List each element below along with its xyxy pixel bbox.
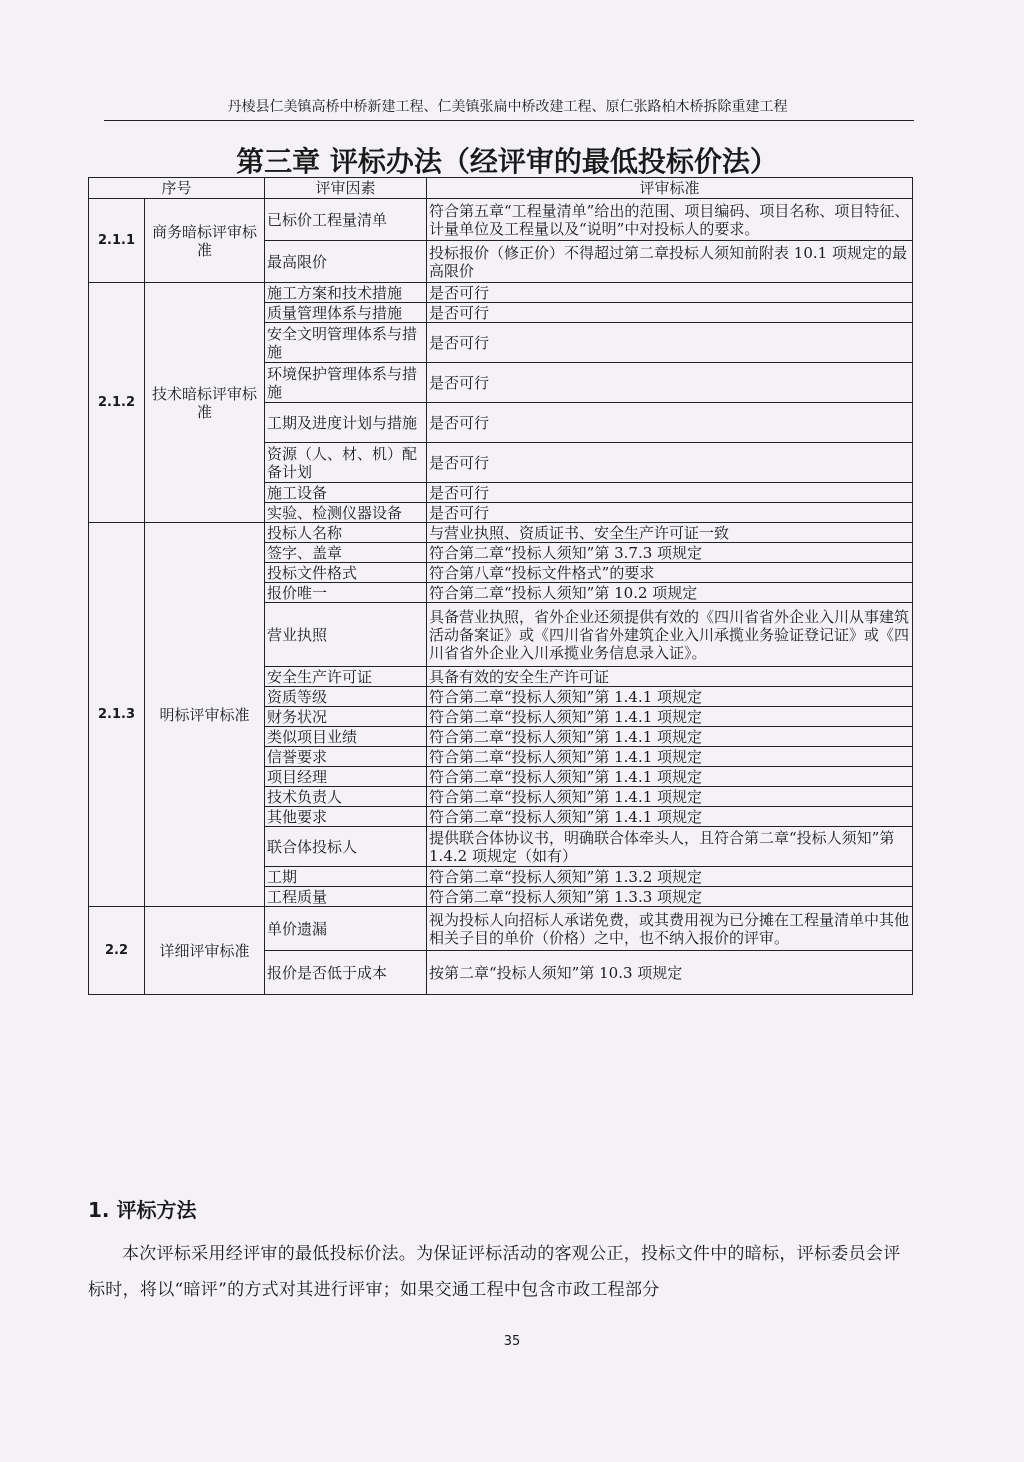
- factor-cell: 工期及进度计划与措施: [265, 403, 427, 443]
- standard-cell: 是否可行: [427, 323, 913, 363]
- factor-cell: 投标文件格式: [265, 563, 427, 583]
- page-header: 丹棱县仁美镇高桥中桥新建工程、仁美镇张扁中桥改建工程、原仁张路柏木桥拆除重建工程: [227, 99, 788, 115]
- factor-cell: 单价遗漏: [265, 907, 427, 951]
- standard-cell: 符合第二章“投标人须知”第 1.4.1 项规定: [427, 727, 913, 747]
- factor-cell: 资质等级: [265, 687, 427, 707]
- standard-cell: 符合第二章“投标人须知”第 10.2 项规定: [427, 583, 913, 603]
- standard-cell: 符合第二章“投标人须知”第 1.4.1 项规定: [427, 807, 913, 827]
- group-category: 商务暗标评审标准: [145, 199, 265, 283]
- factor-cell: 信誉要求: [265, 747, 427, 767]
- group-number: 2.1.2: [89, 283, 145, 523]
- standard-cell: 具备有效的安全生产许可证: [427, 667, 913, 687]
- standard-cell: 是否可行: [427, 363, 913, 403]
- section-title: 1. 评标方法: [88, 1198, 197, 1222]
- group-category: 技术暗标评审标准: [145, 283, 265, 523]
- table-row: [89, 907, 913, 951]
- factor-cell: 环境保护管理体系与措施: [265, 363, 427, 403]
- col-header-seq: 序号: [89, 178, 265, 199]
- table-header-row: [89, 178, 913, 199]
- factor-cell: 项目经理: [265, 767, 427, 787]
- standard-cell: 是否可行: [427, 483, 913, 503]
- criteria-table: [88, 177, 913, 995]
- table-row: [89, 523, 913, 543]
- standard-cell: 是否可行: [427, 283, 913, 303]
- standard-cell: 符合第二章“投标人须知”第 1.4.1 项规定: [427, 767, 913, 787]
- factor-cell: 其他要求: [265, 807, 427, 827]
- body-paragraph: 本次评标采用经评审的最低投标价法。为保证评标活动的客观公正，投标文件中的暗标，评标委员会评标时，将以“暗评”的方式对其进行评审；如果交通工程中包含市政工程部分: [88, 1244, 901, 1300]
- page-number: 35: [503, 1334, 521, 1349]
- group-number: 2.1.1: [89, 199, 145, 283]
- standard-cell: 符合第二章“投标人须知”第 1.4.1 项规定: [427, 787, 913, 807]
- factor-cell: 报价唯一: [265, 583, 427, 603]
- factor-cell: 财务状况: [265, 707, 427, 727]
- standard-cell: 符合第二章“投标人须知”第 1.4.1 项规定: [427, 687, 913, 707]
- group-category: 明标评审标准: [145, 523, 265, 907]
- standard-cell: 符合第五章“工程量清单”给出的范围、项目编码、项目名称、项目特征、计量单位及工程量以及“说明”中对投标人的要求。: [427, 199, 913, 241]
- factor-cell: 工程质量: [265, 887, 427, 907]
- standard-cell: 按第二章“投标人须知”第 10.3 项规定: [427, 951, 913, 995]
- table-row: [89, 199, 913, 241]
- standard-cell: 符合第二章“投标人须知”第 1.4.1 项规定: [427, 707, 913, 727]
- factor-cell: 最高限价: [265, 241, 427, 283]
- standard-cell: 是否可行: [427, 403, 913, 443]
- standard-cell: 是否可行: [427, 443, 913, 483]
- factor-cell: 施工方案和技术措施: [265, 283, 427, 303]
- standard-cell: 符合第二章“投标人须知”第 1.3.2 项规定: [427, 867, 913, 887]
- standard-cell: 投标报价（修正价）不得超过第二章投标人须知前附表 10.1 项规定的最高限价: [427, 241, 913, 283]
- group-category: 详细评审标准: [145, 907, 265, 995]
- factor-cell: 报价是否低于成本: [265, 951, 427, 995]
- standard-cell: 具备营业执照，省外企业还须提供有效的《四川省省外企业入川从事建筑活动备案证》或《四川省省外建筑企业入川承揽业务验证登记证》或《四川省省外企业入川承揽业务信息录入证》。: [427, 603, 913, 667]
- factor-cell: 安全文明管理体系与措施: [265, 323, 427, 363]
- table-row: [89, 283, 913, 303]
- group-number: 2.1.3: [89, 523, 145, 907]
- factor-cell: 已标价工程量清单: [265, 199, 427, 241]
- factor-cell: 工期: [265, 867, 427, 887]
- factor-cell: 类似项目业绩: [265, 727, 427, 747]
- factor-cell: 资源（人、材、机）配备计划: [265, 443, 427, 483]
- factor-cell: 质量管理体系与措施: [265, 303, 427, 323]
- col-header-standard: 评审标准: [427, 178, 913, 199]
- standard-cell: 视为投标人向招标人承诺免费，或其费用视为已分摊在工程量清单中其他相关子目的单价（价格）之中，也不纳入报价的评审。: [427, 907, 913, 951]
- standard-cell: 符合第二章“投标人须知”第 1.3.3 项规定: [427, 887, 913, 907]
- factor-cell: 施工设备: [265, 483, 427, 503]
- col-header-factor: 评审因素: [265, 178, 427, 199]
- factor-cell: 营业执照: [265, 603, 427, 667]
- standard-cell: 提供联合体协议书，明确联合体牵头人，且符合第二章“投标人须知”第 1.4.2 项规定（如有）: [427, 827, 913, 867]
- standard-cell: 是否可行: [427, 503, 913, 523]
- standard-cell: 是否可行: [427, 303, 913, 323]
- group-number: 2.2: [89, 907, 145, 995]
- standard-cell: 符合第二章“投标人须知”第 1.4.1 项规定: [427, 747, 913, 767]
- factor-cell: 签字、盖章: [265, 543, 427, 563]
- factor-cell: 投标人名称: [265, 523, 427, 543]
- header-rule: [104, 120, 914, 121]
- factor-cell: 安全生产许可证: [265, 667, 427, 687]
- factor-cell: 联合体投标人: [265, 827, 427, 867]
- factor-cell: 实验、检测仪器设备: [265, 503, 427, 523]
- factor-cell: 技术负责人: [265, 787, 427, 807]
- standard-cell: 与营业执照、资质证书、安全生产许可证一致: [427, 523, 913, 543]
- standard-cell: 符合第八章“投标文件格式”的要求: [427, 563, 913, 583]
- chapter-title: 第三章 评标办法（经评审的最低投标价法）: [236, 145, 778, 178]
- standard-cell: 符合第二章“投标人须知”第 3.7.3 项规定: [427, 543, 913, 563]
